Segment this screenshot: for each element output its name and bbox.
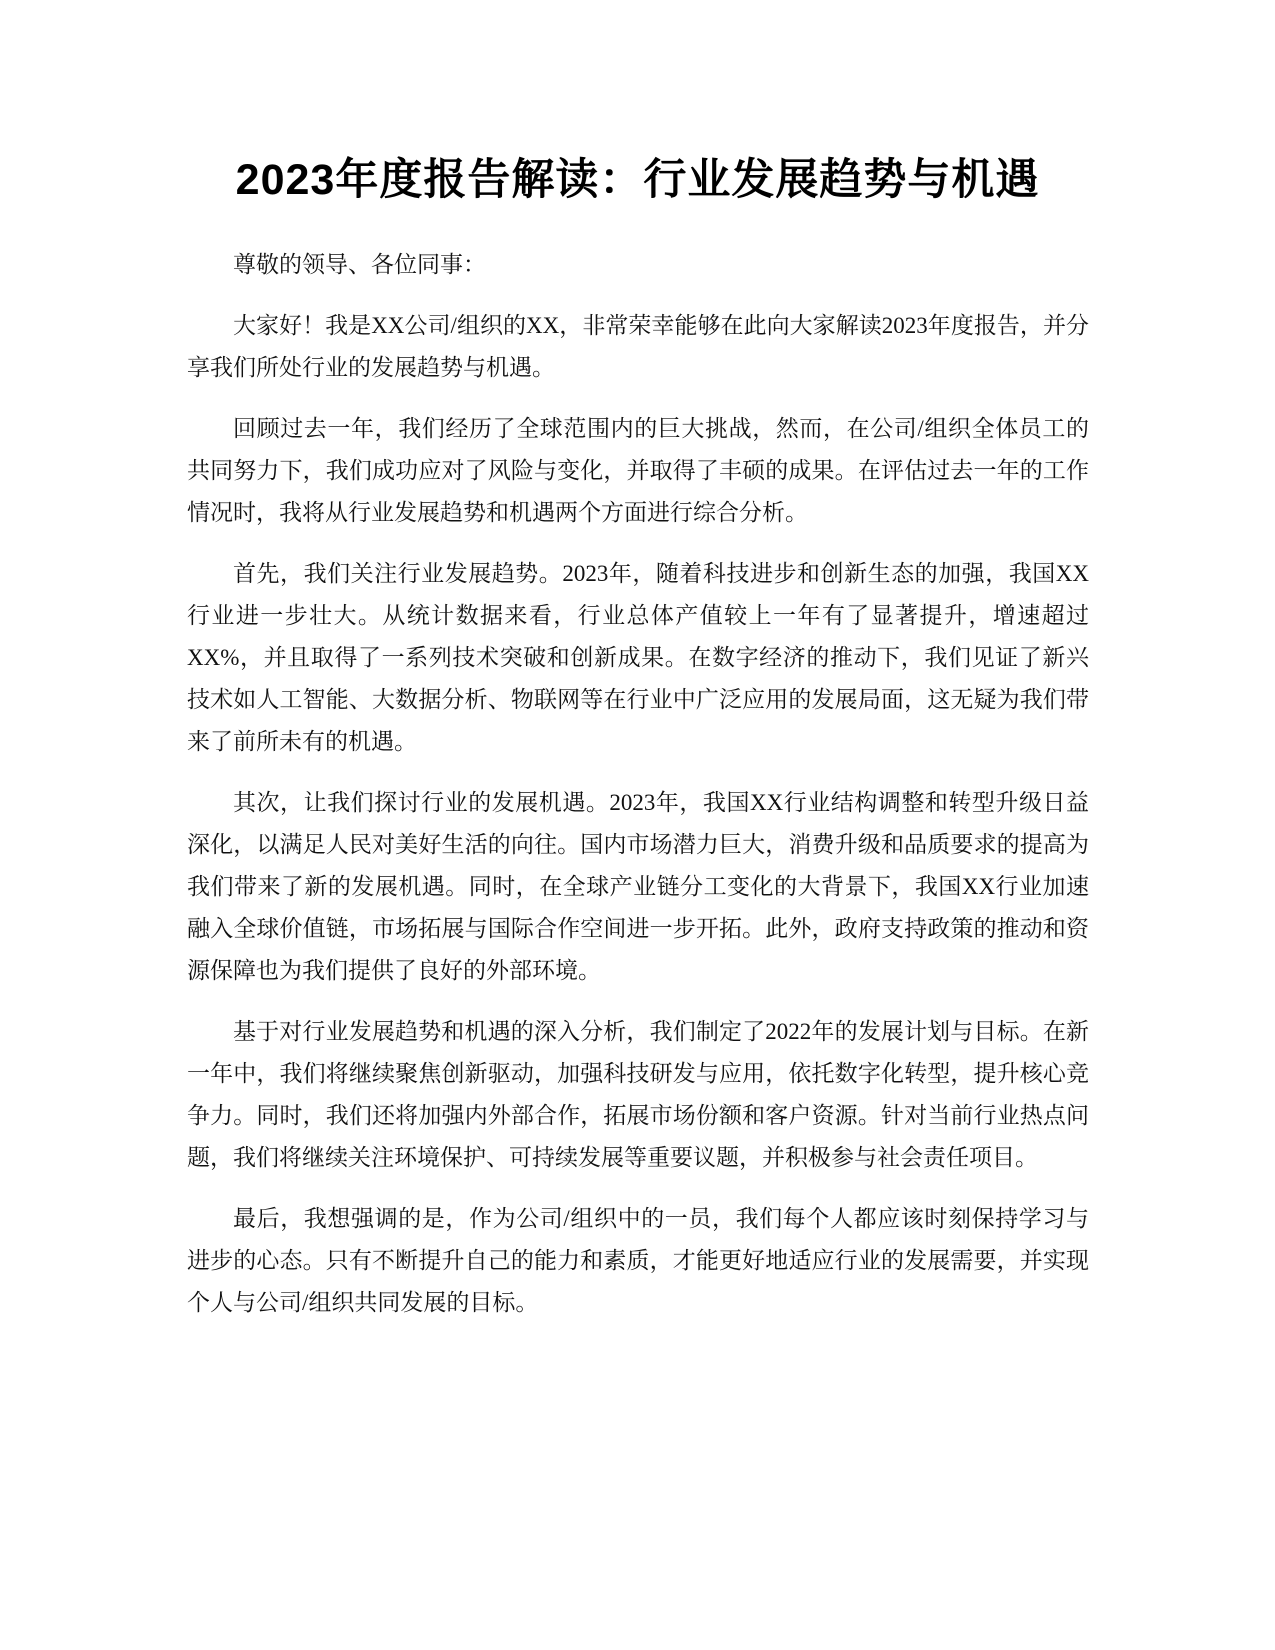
paragraph-plan: 基于对行业发展趋势和机遇的深入分析，我们制定了2022年的发展计划与目标。在新一年中，我们将继续聚焦创新驱动，加强科技研发与应用，依托数字化转型，提升核心竞争力。同时，我们还将加强内外部合作，拓展市场份额和客户资源。针对当前行业热点问题，我们将继续关注环境保护、可持续发展等重要议题，并积极参与社会责任项目。 — [187, 1019, 1089, 1170]
paragraph-industry-trends: 首先，我们关注行业发展趋势。2023年，随着科技进步和创新生态的加强，我国XX行业进一步壮大。从统计数据来看，行业总体产值较上一年有了显著提升，增速超过XX%，并且取得了一系列技术突破和创新成果。在数字经济的推动下，我们见证了新兴技术如人工智能、大数据分析、物联网等在行业中广泛应用的发展局面，这无疑为我们带来了前所未有的机遇。 — [187, 561, 1089, 754]
paragraph-greeting: 尊敬的领导、各位同事： — [233, 252, 486, 277]
paragraph-review: 回顾过去一年，我们经历了全球范围内的巨大挑战，然而，在公司/组织全体员工的共同努力下，我们成功应对了风险与变化，并取得了丰硕的成果。在评估过去一年的工作情况时，我将从行业发展趋势和机遇两个方面进行综合分析。 — [187, 416, 1089, 525]
paragraph-opportunities: 其次，让我们探讨行业的发展机遇。2023年，我国XX行业结构调整和转型升级日益深化，以满足人民对美好生活的向往。国内市场潜力巨大，消费升级和品质要求的提高为我们带来了新的发展机遇。同时，在全球产业链分工变化的大背景下，我国XX行业加速融入全球价值链，市场拓展与国际合作空间进一步开拓。此外，政府支持政策的推动和资源保障也为我们提供了良好的外部环境。 — [187, 790, 1089, 983]
document-title: 2023年度报告解读：行业发展趋势与机遇 — [235, 156, 1040, 204]
paragraph-conclusion: 最后，我想强调的是，作为公司/组织中的一员，我们每个人都应该时刻保持学习与进步的心态。只有不断提升自己的能力和素质，才能更好地适应行业的发展需要，并实现个人与公司/组织共同发展的目标。 — [187, 1206, 1089, 1315]
paragraph-introduction: 大家好！我是XX公司/组织的XX，非常荣幸能够在此向大家解读2023年度报告，并分享我们所处行业的发展趋势与机遇。 — [187, 313, 1089, 380]
document-body — [187, 244, 1089, 1343]
